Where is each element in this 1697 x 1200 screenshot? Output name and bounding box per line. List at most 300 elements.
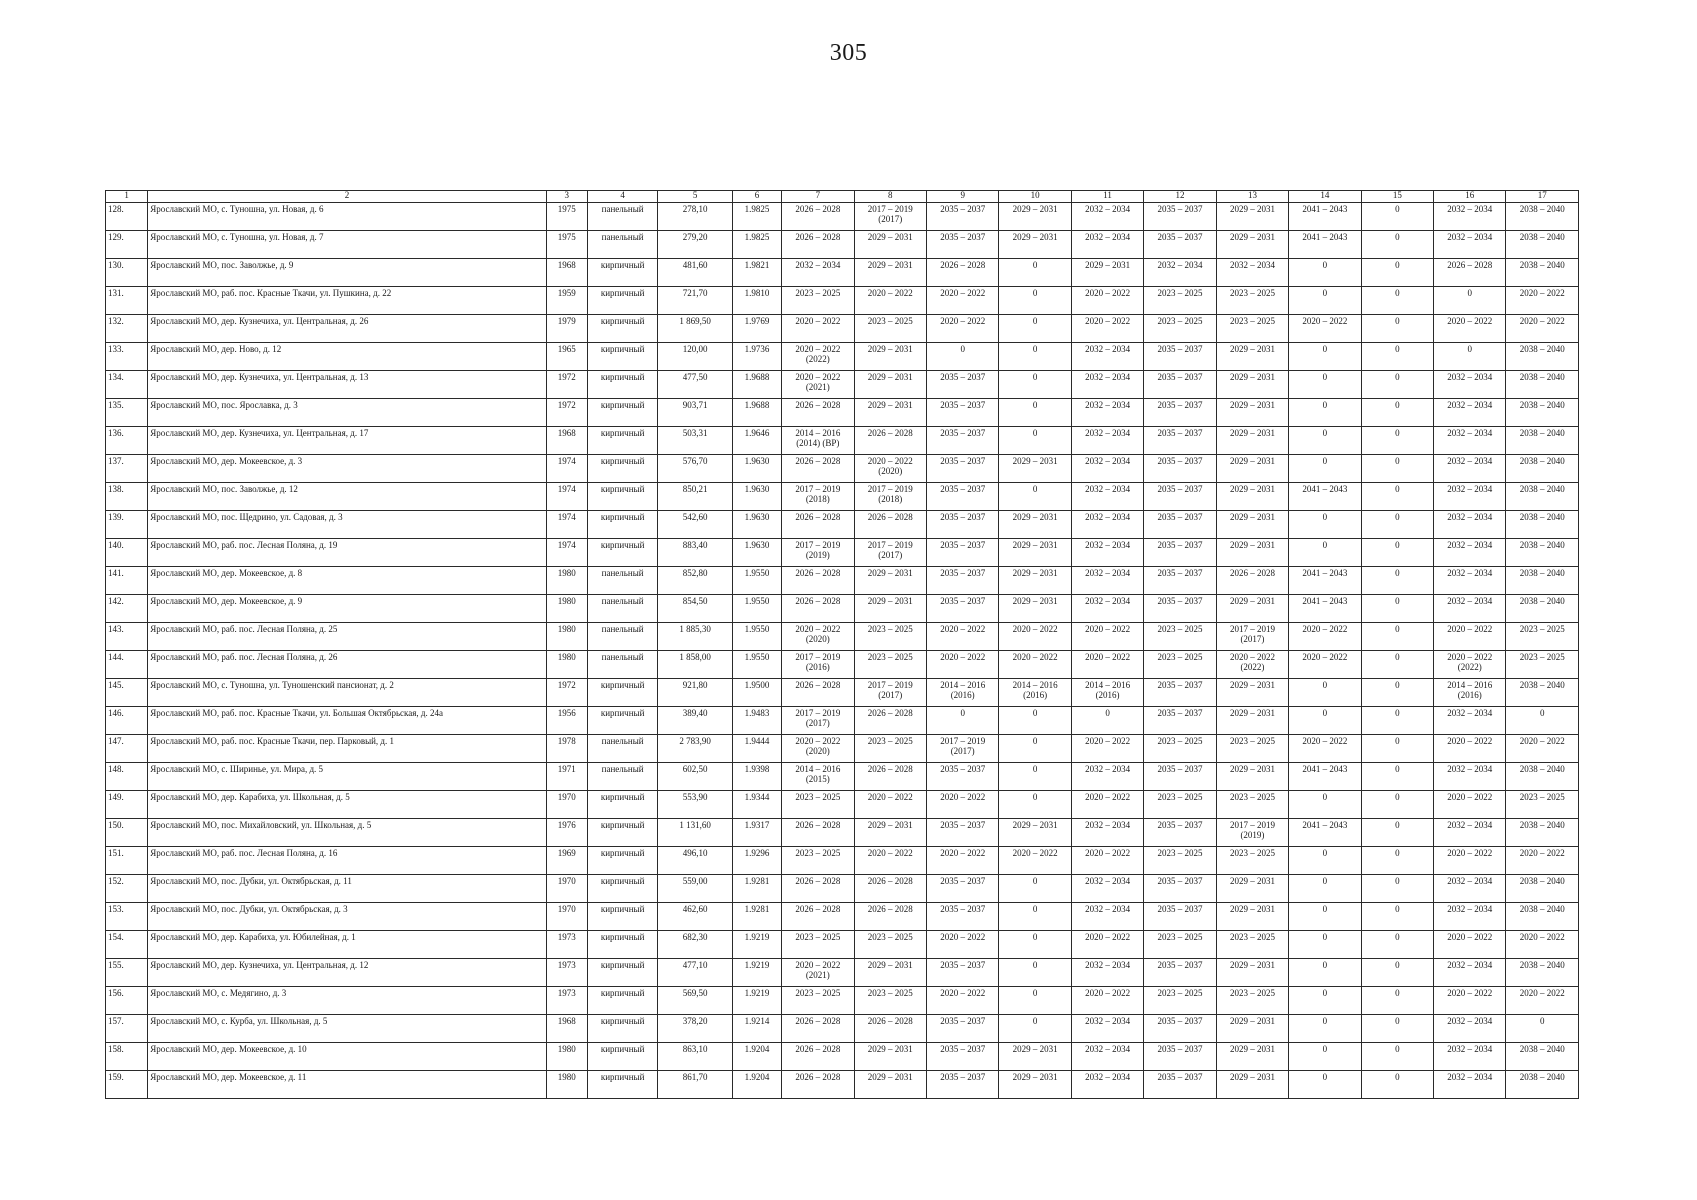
area-cell: 477,50 — [658, 371, 732, 399]
period-col-16-cell: 2020 – 2022 — [1434, 847, 1506, 875]
period-col-14-cell: 0 — [1289, 1043, 1361, 1071]
period-col-7-cell: 2026 – 2028 — [782, 203, 854, 231]
area-cell: 1 131,60 — [658, 819, 732, 847]
build-year-cell: 1974 — [546, 511, 587, 539]
column-header-3: 3 — [546, 191, 587, 203]
period-col-7-cell: 2017 – 2019 (2017) — [782, 707, 854, 735]
priority-index-cell: 1.9317 — [732, 819, 781, 847]
period-col-8-cell: 2026 – 2028 — [854, 763, 926, 791]
period-col-15-cell: 0 — [1361, 203, 1433, 231]
period-col-16-cell: 2032 – 2034 — [1434, 511, 1506, 539]
period-col-17-cell: 2023 – 2025 — [1506, 791, 1579, 819]
period-col-13-cell: 2029 – 2031 — [1216, 707, 1288, 735]
period-col-14-cell: 2020 – 2022 — [1289, 651, 1361, 679]
period-col-7-cell: 2026 – 2028 — [782, 679, 854, 707]
period-col-12-cell: 2023 – 2025 — [1144, 847, 1216, 875]
build-year-cell: 1968 — [546, 427, 587, 455]
period-col-14-cell: 0 — [1289, 931, 1361, 959]
period-col-14-cell: 0 — [1289, 427, 1361, 455]
row-number-cell: 135. — [106, 399, 148, 427]
area-cell: 854,50 — [658, 595, 732, 623]
period-col-14-cell: 0 — [1289, 903, 1361, 931]
column-header-7: 7 — [782, 191, 854, 203]
period-col-8-cell: 2029 – 2031 — [854, 371, 926, 399]
period-col-15-cell: 0 — [1361, 819, 1433, 847]
period-col-8-cell: 2029 – 2031 — [854, 343, 926, 371]
wall-material-cell: кирпичный — [587, 791, 657, 819]
period-col-7-cell: 2026 – 2028 — [782, 903, 854, 931]
build-year-cell: 1974 — [546, 483, 587, 511]
period-col-17-cell: 2038 – 2040 — [1506, 203, 1579, 231]
period-col-17-cell: 2038 – 2040 — [1506, 427, 1579, 455]
period-col-11-cell: 0 — [1071, 707, 1143, 735]
period-col-10-cell: 2029 – 2031 — [999, 231, 1071, 259]
period-col-13-cell: 2029 – 2031 — [1216, 595, 1288, 623]
row-number-cell: 137. — [106, 455, 148, 483]
build-year-cell: 1956 — [546, 707, 587, 735]
area-cell: 602,50 — [658, 763, 732, 791]
area-cell: 852,80 — [658, 567, 732, 595]
column-header-2: 2 — [148, 191, 546, 203]
period-col-11-cell: 2032 – 2034 — [1071, 231, 1143, 259]
row-number-cell: 152. — [106, 875, 148, 903]
wall-material-cell: панельный — [587, 623, 657, 651]
address-cell: Ярославский МО, дер. Мокеевское, д. 11 — [148, 1071, 546, 1099]
table-row — [106, 287, 1579, 315]
period-col-15-cell: 0 — [1361, 371, 1433, 399]
period-col-9-cell: 2020 – 2022 — [926, 287, 998, 315]
column-header-14: 14 — [1289, 191, 1361, 203]
period-col-16-cell: 2020 – 2022 — [1434, 623, 1506, 651]
period-col-8-cell: 2029 – 2031 — [854, 259, 926, 287]
period-col-11-cell: 2032 – 2034 — [1071, 399, 1143, 427]
period-col-13-cell: 2020 – 2022 (2022) — [1216, 651, 1288, 679]
period-col-7-cell: 2023 – 2025 — [782, 847, 854, 875]
period-col-8-cell: 2026 – 2028 — [854, 511, 926, 539]
period-col-8-cell: 2029 – 2031 — [854, 231, 926, 259]
table-row — [106, 231, 1579, 259]
wall-material-cell: кирпичный — [587, 399, 657, 427]
area-cell: 503,31 — [658, 427, 732, 455]
period-col-12-cell: 2035 – 2037 — [1144, 1043, 1216, 1071]
area-cell: 481,60 — [658, 259, 732, 287]
column-header-17: 17 — [1506, 191, 1579, 203]
period-col-10-cell: 0 — [999, 259, 1071, 287]
period-col-13-cell: 2029 – 2031 — [1216, 875, 1288, 903]
period-col-15-cell: 0 — [1361, 1043, 1433, 1071]
wall-material-cell: кирпичный — [587, 679, 657, 707]
period-col-13-cell: 2026 – 2028 — [1216, 567, 1288, 595]
period-col-11-cell: 2032 – 2034 — [1071, 483, 1143, 511]
period-col-8-cell: 2026 – 2028 — [854, 707, 926, 735]
period-col-10-cell: 2020 – 2022 — [999, 847, 1071, 875]
period-col-9-cell: 2035 – 2037 — [926, 763, 998, 791]
period-col-11-cell: 2014 – 2016 (2016) — [1071, 679, 1143, 707]
period-col-12-cell: 2035 – 2037 — [1144, 819, 1216, 847]
period-col-13-cell: 2029 – 2031 — [1216, 1071, 1288, 1099]
priority-index-cell: 1.9550 — [732, 595, 781, 623]
row-number-cell: 146. — [106, 707, 148, 735]
wall-material-cell: кирпичный — [587, 511, 657, 539]
period-col-15-cell: 0 — [1361, 595, 1433, 623]
build-year-cell: 1975 — [546, 231, 587, 259]
period-col-8-cell: 2017 – 2019 (2018) — [854, 483, 926, 511]
period-col-10-cell: 2029 – 2031 — [999, 455, 1071, 483]
priority-index-cell: 1.9219 — [732, 931, 781, 959]
period-col-14-cell: 0 — [1289, 511, 1361, 539]
table-row — [106, 679, 1579, 707]
area-cell: 496,10 — [658, 847, 732, 875]
area-cell: 682,30 — [658, 931, 732, 959]
period-col-13-cell: 2029 – 2031 — [1216, 231, 1288, 259]
period-col-12-cell: 2035 – 2037 — [1144, 763, 1216, 791]
area-cell: 278,10 — [658, 203, 732, 231]
period-col-7-cell: 2017 – 2019 (2019) — [782, 539, 854, 567]
period-col-16-cell: 2032 – 2034 — [1434, 595, 1506, 623]
period-col-16-cell: 2032 – 2034 — [1434, 371, 1506, 399]
row-number-cell: 151. — [106, 847, 148, 875]
period-col-11-cell: 2020 – 2022 — [1071, 735, 1143, 763]
period-col-16-cell: 2032 – 2034 — [1434, 903, 1506, 931]
period-col-16-cell: 2020 – 2022 — [1434, 931, 1506, 959]
table-row — [106, 623, 1579, 651]
address-cell: Ярославский МО, раб. пос. Лесная Поляна, д. 26 — [148, 651, 546, 679]
period-col-11-cell: 2020 – 2022 — [1071, 651, 1143, 679]
period-col-15-cell: 0 — [1361, 1071, 1433, 1099]
period-col-7-cell: 2017 – 2019 (2016) — [782, 651, 854, 679]
build-year-cell: 1979 — [546, 315, 587, 343]
area-cell: 559,00 — [658, 875, 732, 903]
period-col-8-cell: 2023 – 2025 — [854, 623, 926, 651]
period-col-9-cell: 2035 – 2037 — [926, 595, 998, 623]
priority-index-cell: 1.9550 — [732, 623, 781, 651]
period-col-7-cell: 2020 – 2022 — [782, 315, 854, 343]
period-col-8-cell: 2020 – 2022 — [854, 791, 926, 819]
priority-index-cell: 1.9500 — [732, 679, 781, 707]
period-col-12-cell: 2035 – 2037 — [1144, 875, 1216, 903]
period-col-9-cell: 2035 – 2037 — [926, 819, 998, 847]
area-cell: 542,60 — [658, 511, 732, 539]
period-col-13-cell: 2023 – 2025 — [1216, 315, 1288, 343]
period-col-10-cell: 0 — [999, 483, 1071, 511]
period-col-13-cell: 2029 – 2031 — [1216, 343, 1288, 371]
address-cell: Ярославский МО, пос. Дубки, ул. Октябрьская, д. 3 — [148, 903, 546, 931]
period-col-13-cell: 2017 – 2019 (2017) — [1216, 623, 1288, 651]
period-col-11-cell: 2032 – 2034 — [1071, 539, 1143, 567]
period-col-8-cell: 2023 – 2025 — [854, 987, 926, 1015]
address-cell: Ярославский МО, дер. Мокеевское, д. 9 — [148, 595, 546, 623]
address-cell: Ярославский МО, пос. Щедрино, ул. Садовая, д. 3 — [148, 511, 546, 539]
address-cell: Ярославский МО, дер. Кузнечиха, ул. Центральная, д. 12 — [148, 959, 546, 987]
wall-material-cell: панельный — [587, 231, 657, 259]
period-col-10-cell: 2029 – 2031 — [999, 539, 1071, 567]
address-cell: Ярославский МО, раб. пос. Красные Ткачи, пер. Парковый, д. 1 — [148, 735, 546, 763]
area-cell: 1 869,50 — [658, 315, 732, 343]
priority-index-cell: 1.9821 — [732, 259, 781, 287]
area-cell: 1 858,00 — [658, 651, 732, 679]
row-number-cell: 134. — [106, 371, 148, 399]
area-cell: 883,40 — [658, 539, 732, 567]
period-col-15-cell: 0 — [1361, 259, 1433, 287]
period-col-17-cell: 2038 – 2040 — [1506, 763, 1579, 791]
period-col-15-cell: 0 — [1361, 679, 1433, 707]
row-number-cell: 145. — [106, 679, 148, 707]
period-col-13-cell: 2029 – 2031 — [1216, 455, 1288, 483]
build-year-cell: 1975 — [546, 203, 587, 231]
period-col-14-cell: 0 — [1289, 987, 1361, 1015]
period-col-8-cell: 2029 – 2031 — [854, 1043, 926, 1071]
priority-index-cell: 1.9219 — [732, 987, 781, 1015]
row-number-cell: 144. — [106, 651, 148, 679]
period-col-12-cell: 2035 – 2037 — [1144, 343, 1216, 371]
period-col-11-cell: 2032 – 2034 — [1071, 1015, 1143, 1043]
period-col-14-cell: 2020 – 2022 — [1289, 315, 1361, 343]
period-col-7-cell: 2026 – 2028 — [782, 819, 854, 847]
period-col-17-cell: 2038 – 2040 — [1506, 399, 1579, 427]
period-col-17-cell: 2038 – 2040 — [1506, 231, 1579, 259]
period-col-13-cell: 2029 – 2031 — [1216, 903, 1288, 931]
period-col-17-cell: 2038 – 2040 — [1506, 595, 1579, 623]
address-cell: Ярославский МО, дер. Ново, д. 12 — [148, 343, 546, 371]
period-col-15-cell: 0 — [1361, 875, 1433, 903]
period-col-12-cell: 2032 – 2034 — [1144, 259, 1216, 287]
period-col-16-cell: 2032 – 2034 — [1434, 1071, 1506, 1099]
address-cell: Ярославский МО, пос. Заволжье, д. 12 — [148, 483, 546, 511]
address-cell: Ярославский МО, с. Медягино, д. 3 — [148, 987, 546, 1015]
period-col-14-cell: 2041 – 2043 — [1289, 595, 1361, 623]
row-number-cell: 140. — [106, 539, 148, 567]
period-col-16-cell: 2032 – 2034 — [1434, 399, 1506, 427]
row-number-cell: 155. — [106, 959, 148, 987]
column-header-15: 15 — [1361, 191, 1433, 203]
row-number-cell: 158. — [106, 1043, 148, 1071]
period-col-9-cell: 2035 – 2037 — [926, 903, 998, 931]
period-col-14-cell: 0 — [1289, 791, 1361, 819]
period-col-15-cell: 0 — [1361, 455, 1433, 483]
address-cell: Ярославский МО, дер. Мокеевское, д. 10 — [148, 1043, 546, 1071]
address-cell: Ярославский МО, с. Туношна, ул. Новая, д. 7 — [148, 231, 546, 259]
period-col-15-cell: 0 — [1361, 763, 1433, 791]
period-col-14-cell: 2041 – 2043 — [1289, 819, 1361, 847]
period-col-16-cell: 0 — [1434, 287, 1506, 315]
area-cell: 279,20 — [658, 231, 732, 259]
column-header-13: 13 — [1216, 191, 1288, 203]
period-col-12-cell: 2035 – 2037 — [1144, 371, 1216, 399]
period-col-13-cell: 2029 – 2031 — [1216, 427, 1288, 455]
period-col-16-cell: 2032 – 2034 — [1434, 819, 1506, 847]
period-col-14-cell: 0 — [1289, 679, 1361, 707]
period-col-15-cell: 0 — [1361, 903, 1433, 931]
priority-index-cell: 1.9630 — [732, 511, 781, 539]
row-number-cell: 147. — [106, 735, 148, 763]
period-col-12-cell: 2023 – 2025 — [1144, 651, 1216, 679]
period-col-15-cell: 0 — [1361, 931, 1433, 959]
period-col-17-cell: 2038 – 2040 — [1506, 875, 1579, 903]
period-col-7-cell: 2023 – 2025 — [782, 931, 854, 959]
table-row — [106, 399, 1579, 427]
period-col-7-cell: 2020 – 2022 (2020) — [782, 623, 854, 651]
row-number-cell: 154. — [106, 931, 148, 959]
period-col-12-cell: 2035 – 2037 — [1144, 455, 1216, 483]
period-col-12-cell: 2035 – 2037 — [1144, 231, 1216, 259]
address-cell: Ярославский МО, дер. Карабиха, ул. Юбилейная, д. 1 — [148, 931, 546, 959]
period-col-15-cell: 0 — [1361, 399, 1433, 427]
period-col-9-cell: 2026 – 2028 — [926, 259, 998, 287]
wall-material-cell: кирпичный — [587, 1071, 657, 1099]
row-number-cell: 128. — [106, 203, 148, 231]
period-col-14-cell: 0 — [1289, 287, 1361, 315]
period-col-15-cell: 0 — [1361, 987, 1433, 1015]
address-cell: Ярославский МО, пос. Дубки, ул. Октябрьская, д. 11 — [148, 875, 546, 903]
period-col-17-cell: 2038 – 2040 — [1506, 959, 1579, 987]
priority-index-cell: 1.9483 — [732, 707, 781, 735]
period-col-10-cell: 0 — [999, 903, 1071, 931]
build-year-cell: 1973 — [546, 931, 587, 959]
column-header-11: 11 — [1071, 191, 1143, 203]
priority-index-cell: 1.9344 — [732, 791, 781, 819]
address-cell: Ярославский МО, пос. Михайловский, ул. Школьная, д. 5 — [148, 819, 546, 847]
period-col-7-cell: 2026 – 2028 — [782, 399, 854, 427]
period-col-16-cell: 2032 – 2034 — [1434, 483, 1506, 511]
period-col-13-cell: 2032 – 2034 — [1216, 259, 1288, 287]
period-col-8-cell: 2029 – 2031 — [854, 399, 926, 427]
period-col-12-cell: 2023 – 2025 — [1144, 315, 1216, 343]
period-col-13-cell: 2029 – 2031 — [1216, 1015, 1288, 1043]
period-col-7-cell: 2026 – 2028 — [782, 567, 854, 595]
period-col-14-cell: 0 — [1289, 1015, 1361, 1043]
period-col-8-cell: 2029 – 2031 — [854, 959, 926, 987]
area-cell: 1 885,30 — [658, 623, 732, 651]
period-col-13-cell: 2029 – 2031 — [1216, 511, 1288, 539]
period-col-13-cell: 2023 – 2025 — [1216, 931, 1288, 959]
period-col-16-cell: 2032 – 2034 — [1434, 1043, 1506, 1071]
period-col-7-cell: 2026 – 2028 — [782, 455, 854, 483]
address-cell: Ярославский МО, раб. пос. Красные Ткачи, ул. Большая Октябрьская, д. 24а — [148, 707, 546, 735]
address-cell: Ярославский МО, дер. Мокеевское, д. 3 — [148, 455, 546, 483]
address-cell: Ярославский МО, дер. Карабиха, ул. Школьная, д. 5 — [148, 791, 546, 819]
period-col-17-cell: 2038 – 2040 — [1506, 567, 1579, 595]
area-cell: 721,70 — [658, 287, 732, 315]
priority-index-cell: 1.9214 — [732, 1015, 781, 1043]
build-year-cell: 1968 — [546, 1015, 587, 1043]
period-col-15-cell: 0 — [1361, 231, 1433, 259]
period-col-14-cell: 0 — [1289, 455, 1361, 483]
period-col-17-cell: 2038 – 2040 — [1506, 511, 1579, 539]
period-col-7-cell: 2017 – 2019 (2018) — [782, 483, 854, 511]
area-cell: 553,90 — [658, 791, 732, 819]
period-col-8-cell: 2029 – 2031 — [854, 1071, 926, 1099]
priority-index-cell: 1.9646 — [732, 427, 781, 455]
page-number: 305 — [829, 40, 868, 66]
period-col-10-cell: 2020 – 2022 — [999, 651, 1071, 679]
wall-material-cell: кирпичный — [587, 427, 657, 455]
period-col-9-cell: 2035 – 2037 — [926, 959, 998, 987]
period-col-7-cell: 2026 – 2028 — [782, 595, 854, 623]
period-col-8-cell: 2026 – 2028 — [854, 427, 926, 455]
period-col-10-cell: 0 — [999, 287, 1071, 315]
build-year-cell: 1970 — [546, 903, 587, 931]
period-col-15-cell: 0 — [1361, 791, 1433, 819]
row-number-cell: 138. — [106, 483, 148, 511]
period-col-7-cell: 2014 – 2016 (2015) — [782, 763, 854, 791]
period-col-10-cell: 0 — [999, 763, 1071, 791]
period-col-17-cell: 2020 – 2022 — [1506, 315, 1579, 343]
period-col-15-cell: 0 — [1361, 483, 1433, 511]
period-col-11-cell: 2020 – 2022 — [1071, 931, 1143, 959]
period-col-15-cell: 0 — [1361, 1015, 1433, 1043]
period-col-17-cell: 2038 – 2040 — [1506, 819, 1579, 847]
period-col-12-cell: 2023 – 2025 — [1144, 735, 1216, 763]
period-col-10-cell: 2029 – 2031 — [999, 567, 1071, 595]
wall-material-cell: кирпичный — [587, 707, 657, 735]
period-col-17-cell: 2038 – 2040 — [1506, 1071, 1579, 1099]
wall-material-cell: панельный — [587, 651, 657, 679]
table-row — [106, 203, 1579, 231]
period-col-8-cell: 2023 – 2025 — [854, 651, 926, 679]
period-col-15-cell: 0 — [1361, 623, 1433, 651]
row-number-cell: 136. — [106, 427, 148, 455]
period-col-10-cell: 2029 – 2031 — [999, 595, 1071, 623]
period-col-10-cell: 0 — [999, 1015, 1071, 1043]
area-cell: 120,00 — [658, 343, 732, 371]
period-col-12-cell: 2035 – 2037 — [1144, 595, 1216, 623]
period-col-11-cell: 2020 – 2022 — [1071, 847, 1143, 875]
column-header-6: 6 — [732, 191, 781, 203]
period-col-16-cell: 2032 – 2034 — [1434, 707, 1506, 735]
period-col-12-cell: 2035 – 2037 — [1144, 203, 1216, 231]
period-col-17-cell: 2038 – 2040 — [1506, 455, 1579, 483]
period-col-13-cell: 2017 – 2019 (2019) — [1216, 819, 1288, 847]
period-col-14-cell: 0 — [1289, 259, 1361, 287]
period-col-10-cell: 0 — [999, 791, 1071, 819]
priority-index-cell: 1.9204 — [732, 1071, 781, 1099]
table-row — [106, 371, 1579, 399]
area-cell: 389,40 — [658, 707, 732, 735]
period-col-17-cell: 2038 – 2040 — [1506, 1043, 1579, 1071]
period-col-11-cell: 2020 – 2022 — [1071, 315, 1143, 343]
address-cell: Ярославский МО, с. Туношна, ул. Туношенский пансионат, д. 2 — [148, 679, 546, 707]
row-number-cell: 153. — [106, 903, 148, 931]
period-col-14-cell: 2020 – 2022 — [1289, 735, 1361, 763]
period-col-17-cell: 2023 – 2025 — [1506, 623, 1579, 651]
period-col-12-cell: 2035 – 2037 — [1144, 399, 1216, 427]
address-cell: Ярославский МО, раб. пос. Лесная Поляна, д. 16 — [148, 847, 546, 875]
wall-material-cell: панельный — [587, 735, 657, 763]
period-col-17-cell: 2038 – 2040 — [1506, 903, 1579, 931]
period-col-14-cell: 0 — [1289, 399, 1361, 427]
period-col-9-cell: 2020 – 2022 — [926, 931, 998, 959]
priority-index-cell: 1.9444 — [732, 735, 781, 763]
period-col-15-cell: 0 — [1361, 343, 1433, 371]
build-year-cell: 1969 — [546, 847, 587, 875]
period-col-13-cell: 2029 – 2031 — [1216, 679, 1288, 707]
priority-index-cell: 1.9281 — [732, 903, 781, 931]
period-col-12-cell: 2035 – 2037 — [1144, 1015, 1216, 1043]
period-col-8-cell: 2026 – 2028 — [854, 875, 926, 903]
build-year-cell: 1974 — [546, 455, 587, 483]
period-col-12-cell: 2023 – 2025 — [1144, 931, 1216, 959]
build-year-cell: 1972 — [546, 679, 587, 707]
address-cell: Ярославский МО, раб. пос. Красные Ткачи, ул. Пушкина, д. 22 — [148, 287, 546, 315]
priority-index-cell: 1.9630 — [732, 483, 781, 511]
row-number-cell: 141. — [106, 567, 148, 595]
priority-index-cell: 1.9736 — [732, 343, 781, 371]
period-col-13-cell: 2029 – 2031 — [1216, 203, 1288, 231]
period-col-16-cell: 2032 – 2034 — [1434, 231, 1506, 259]
period-col-10-cell: 0 — [999, 735, 1071, 763]
period-col-11-cell: 2032 – 2034 — [1071, 1071, 1143, 1099]
table-row — [106, 847, 1579, 875]
